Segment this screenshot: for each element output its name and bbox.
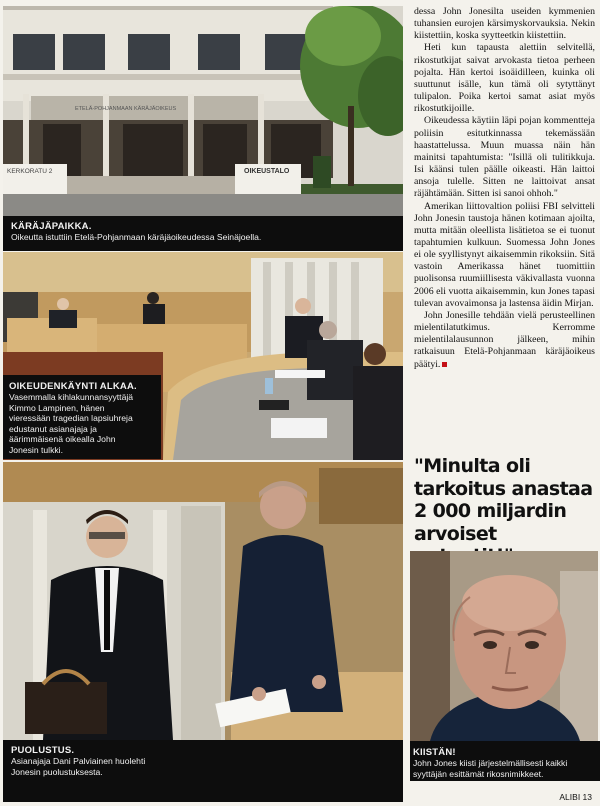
- caption-karajapaikka-text: Oikeutta istuttiin Etelä-Pohjanmaan käräjäoikeudessa Seinäjoella.: [11, 232, 262, 242]
- caption-puolustus-heading: PUOLUSTUS.: [11, 745, 75, 756]
- caption-karajapaikka: [3, 216, 403, 251]
- pull-quote-line: tarkoitus anastaa: [414, 477, 593, 500]
- caption-kiistan: [410, 741, 600, 781]
- article-column: [414, 6, 595, 371]
- caption-line: Jonesin puolustuksesta.: [11, 766, 103, 777]
- caption-line: Asianajaja Dani Palviainen huolehti: [11, 756, 146, 766]
- caption-line: Vasemmalla kihlakunnansyyttäjä: [9, 392, 134, 402]
- article-paragraph: Oikeudessa käytiin läpi pojan kommentteja poliisin esitutkinnassa tekemässään haastattelussa. Muun muassa näin hän mainitsi tapahtumista: "Isillä oli tulitikkuja. Isi käänsi tulen päälle oikeasti. Hän laittoi ansoja tulelle. Sitten ne laittoivat ansat räjähtämään. Sitten isi sanoi ohhoh.": [414, 115, 595, 200]
- defense-photo: [3, 462, 403, 740]
- article-paragraph: Amerikan liittovaltion poliisi FBI selvitteli John Jonesin taustoja hänen kotimaan ajoilta, mutta mitään oleellista lisätietoa se ei tuonut tapahtumien kulkuun. Suomessa John Jones ei ole syyllistynyt aikaisemmin rikoksiin. Sitä vastoin Amerikassa hänet tuomittiin puolisonsa ruumiillisesta väkivallasta vuonna 2006 eli vuotta aikaisemmin, kun Jones tapasi tulevan avovaimonsa ja lastensa äidin Mirjan.: [414, 200, 595, 309]
- caption-line: vieressään tragedian lapsiuhreja: [9, 413, 133, 424]
- caption-oikeudenkaynti-heading: OIKEUDENKÄYNTI ALKAA.: [9, 381, 137, 392]
- caption-line: äärimmäisenä oikealla John: [9, 434, 116, 445]
- courthouse-sign-top: ETELÄ-POHJANMAAN KÄRÄJÄOIKEUS: [75, 106, 177, 112]
- page-number: ALIBI 13: [559, 792, 592, 802]
- pull-quote-line: 2 000 miljardin: [414, 500, 567, 522]
- article-paragraph: dessa John Jonesilta useiden kymmenien tuhansien eurojen kärsimyskorvauksia. Nekin kiistettiin, koska syytteetkin kiistettiin.: [414, 6, 595, 42]
- caption-line: syyttäjän esittämät rikosnimikkeet.: [413, 768, 544, 779]
- pull-quote-line: "Minulta oli: [414, 455, 531, 477]
- caption-karajapaikka-heading: KÄRÄJÄPAIKKA.: [11, 221, 92, 232]
- caption-puolustus: [3, 740, 403, 802]
- article-paragraph: John Jonesille tehdään vielä perusteellinen mielentilatutkimus. Kerromme mielentilalausunnon jälkeen, mihin ratkaisuun Etelä-Pohjanmaan käräjäoikeus päätyi.: [414, 309, 595, 370]
- caption-line: Jonesin tulkki.: [9, 444, 63, 455]
- article-paragraph: Heti kun tapausta alettiin selvitellä, rikostutkijat saivat arvokasta tietoa perheen pojalta. Hän kertoi isoäidilleen, kuinka oli suuttunut isälle, kun tämä oli sytyttänyt tulipalon. Poika kertoi samat asiat myös rikostutkijoille.: [414, 42, 595, 115]
- caption-line: John Jones kiisti järjestelmällisesti kaikki: [413, 758, 568, 768]
- caption-line: edustanut asianajaja ja: [9, 423, 97, 434]
- courthouse-photo: [3, 6, 403, 216]
- caption-oikeudenkaynti: [3, 375, 161, 459]
- portrait-photo: [410, 551, 598, 741]
- courthouse-sign-right: OIKEUSTALO: [244, 168, 290, 175]
- article-last-paragraph: [414, 310, 595, 371]
- end-mark-icon: [442, 362, 447, 367]
- courthouse-sign-left: KERKORATU 2: [7, 168, 53, 175]
- caption-kiistan-heading: KIISTÄN!: [413, 747, 456, 758]
- caption-line: Kimmo Lampinen, hänen: [9, 402, 105, 413]
- pull-quote-line: arvoiset: [414, 522, 497, 545]
